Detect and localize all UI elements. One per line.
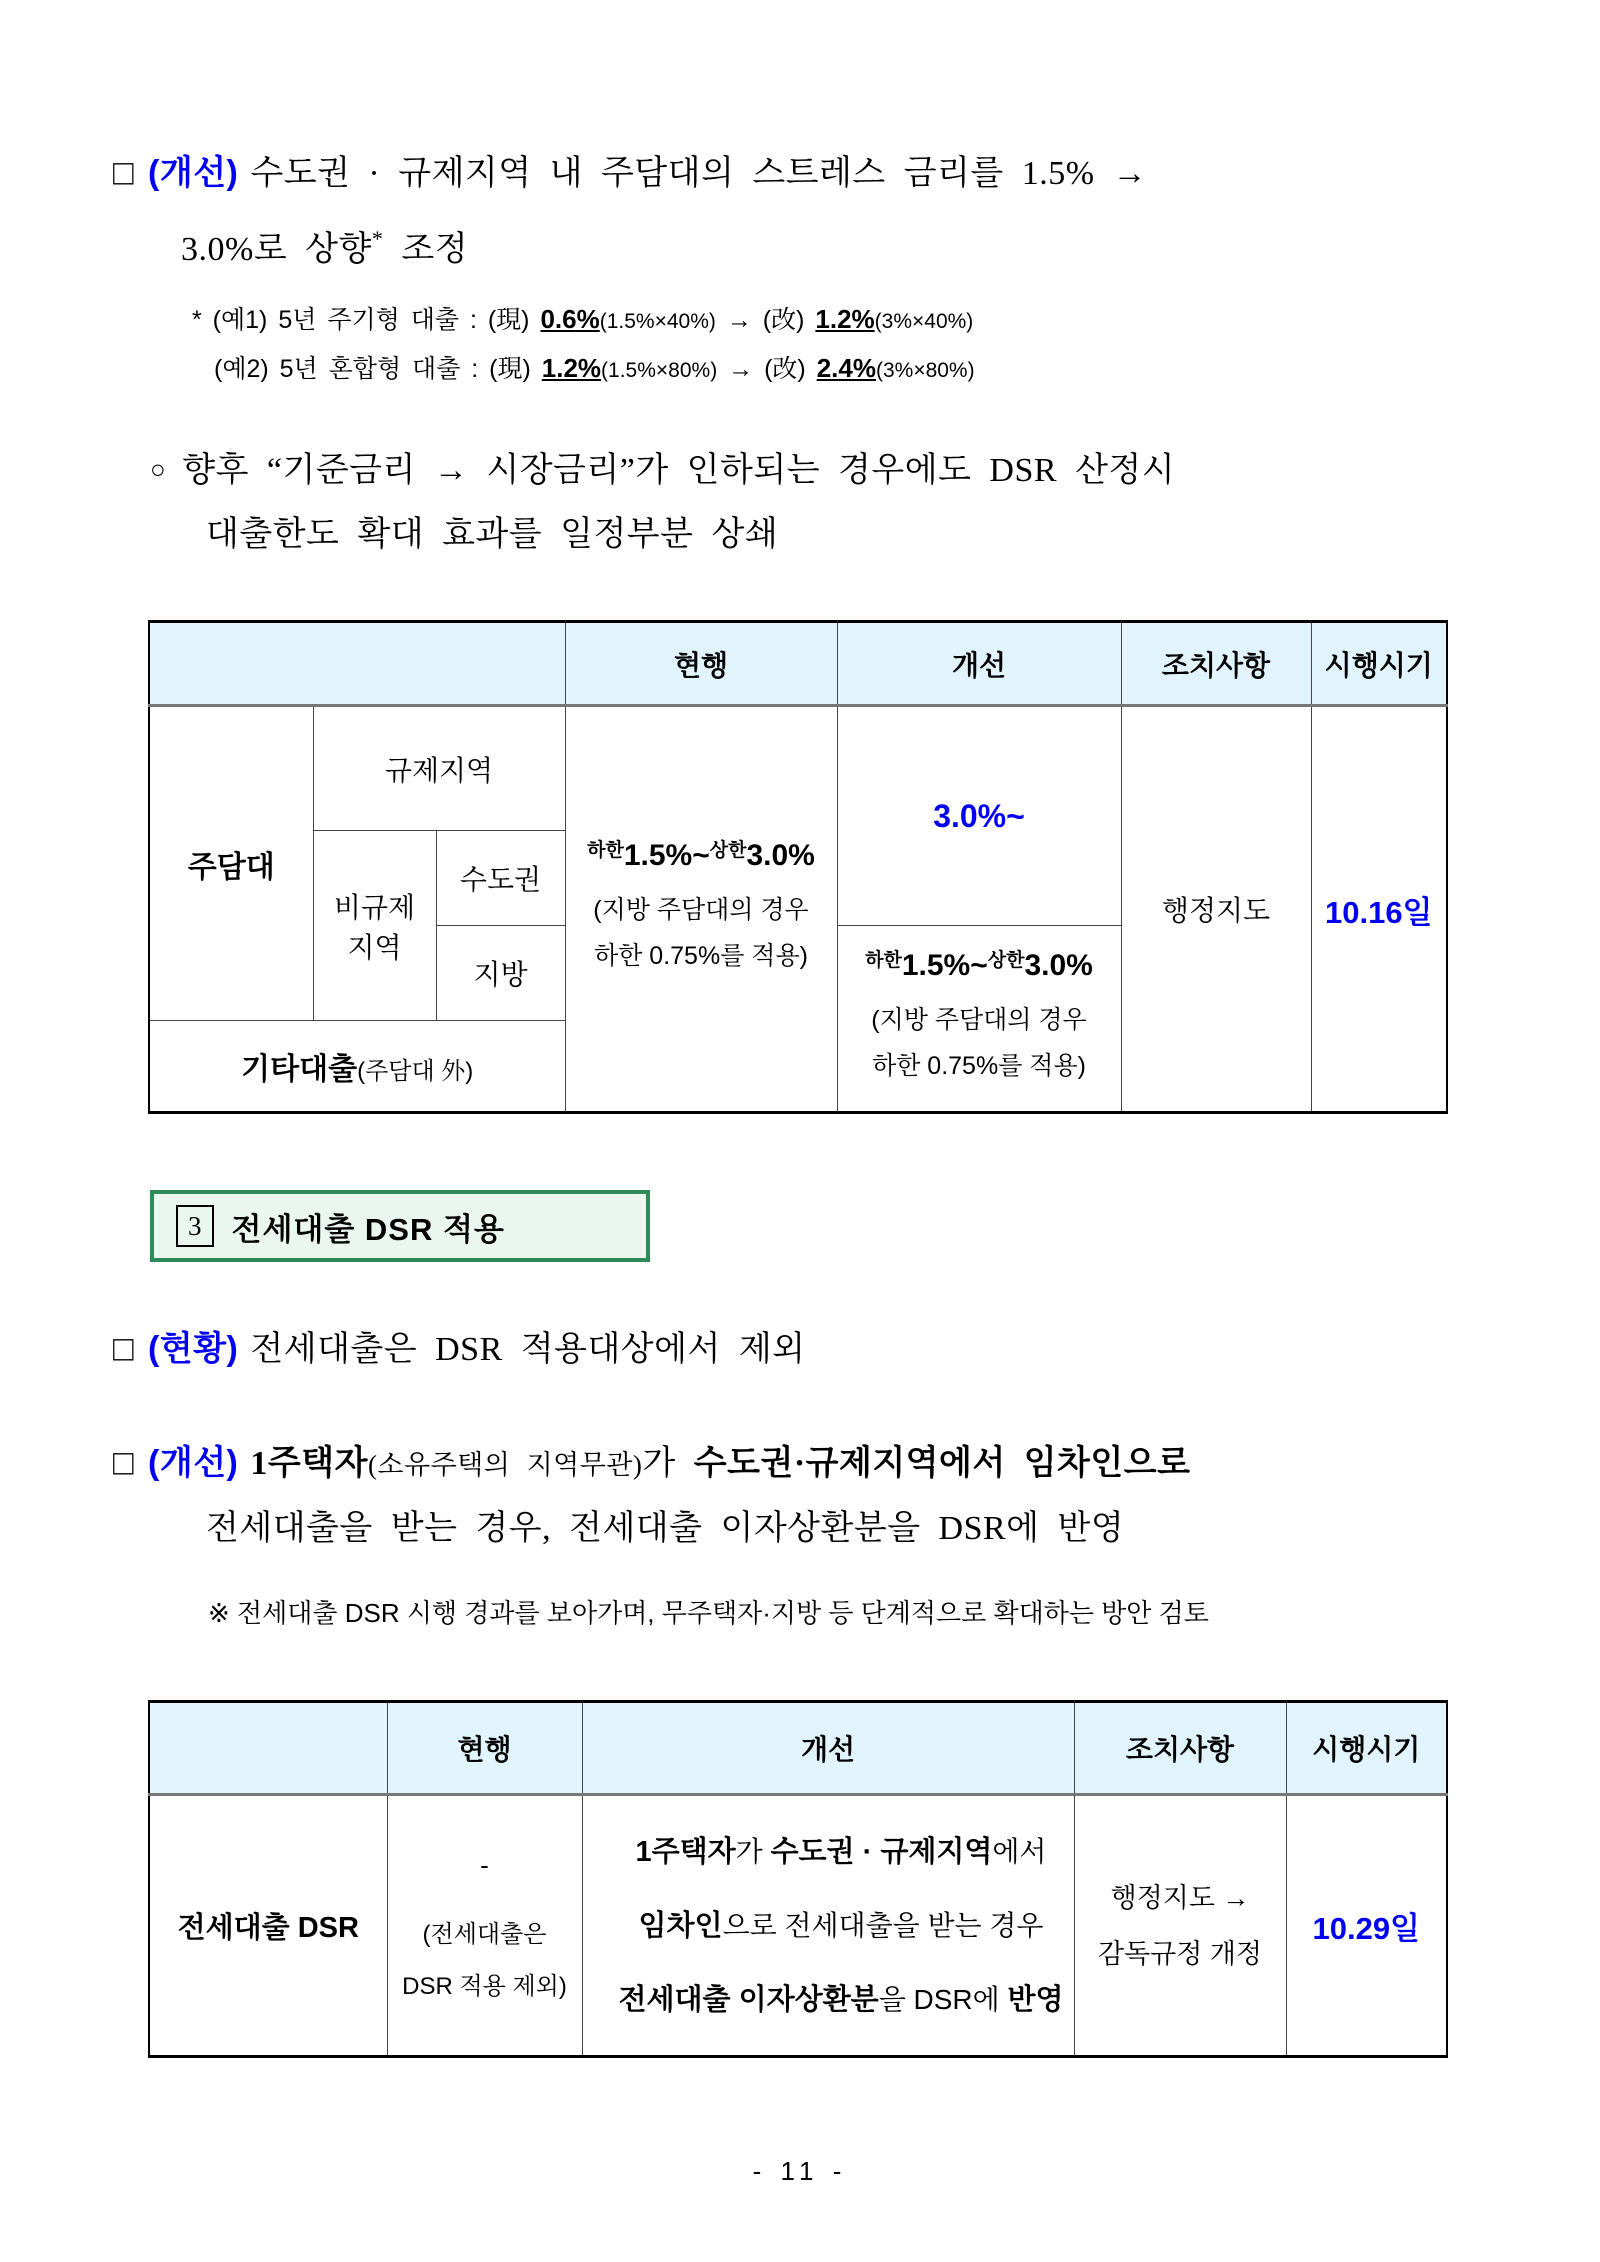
footnote-example2	[192, 345, 975, 394]
stress-rate-table	[148, 620, 1448, 1114]
footnote1-calc-current: (1.5%×40%)	[599, 310, 716, 333]
imp-reflect: 반영	[1007, 1983, 1064, 2016]
improve-high-value: 3.0%	[1024, 948, 1093, 982]
footnote2-rate-new: 2.4%	[816, 353, 876, 383]
cell-action: 행정지도	[1121, 706, 1311, 1113]
status-label: (현황)	[148, 1330, 239, 1368]
footnote-block	[192, 296, 975, 394]
table2-header-action: 조치사항	[1074, 1702, 1286, 1795]
cell-current-rate	[565, 706, 837, 1113]
improve-rate-note	[838, 997, 1121, 1089]
table1-header-improve: 개선	[837, 622, 1121, 706]
sub-bullet-text2: 대출한도 확대 효과를 일정부분 상쇄	[206, 516, 779, 553]
cell-jeonse-dsr-label: 전세대출 DSR	[149, 1795, 387, 2057]
particle-text: 가	[642, 1445, 694, 1482]
imp-particle1: 가	[735, 1835, 771, 1867]
cell-improve-bottom	[837, 926, 1121, 1113]
phase-in-note	[208, 1593, 1209, 1630]
current-rate-note	[566, 887, 837, 979]
footnote1-rate-current: 0.6%	[540, 304, 600, 334]
improve-low-label: 하한	[865, 949, 902, 971]
current-dash: -	[480, 1849, 489, 1880]
footnote2-prefix: (예2) 5년 혼합형 대출 : (現)	[214, 355, 542, 383]
imp-particle2: 에서	[992, 1835, 1047, 1867]
stress-heading-line1	[113, 150, 1147, 197]
table2-corner-cell	[149, 1702, 387, 1795]
one-homeowner-bold: 1주택자	[250, 1445, 368, 1482]
section3-title: 전세대출 DSR 적용	[231, 1211, 505, 1247]
improve-top-rate: 3.0%~	[933, 797, 1025, 834]
phase-in-note-text: ※ 전세대출 DSR 시행 경과를 보아가며, 무주택자·지방 등 단계적으로 확대하는 방안 검토	[208, 1598, 1209, 1628]
improve-note-line1: (지방 주담대의 경우	[871, 1005, 1087, 1034]
other-loans-bold: 기타대출	[241, 1053, 358, 1086]
footnote2-calc-new: (3%×80%)	[875, 359, 975, 382]
footnote1-rate-new: 1.2%	[815, 304, 875, 334]
footnote1-arrow: → (改)	[715, 306, 816, 334]
imp-one-homeowner: 1주택자	[635, 1835, 736, 1868]
current-low-label: 하한	[587, 840, 624, 861]
footnote1-calc-new: (3%×40%)	[874, 310, 974, 333]
cell-local-area: 지방	[436, 926, 565, 1021]
imp-interest-portion: 전세대출 이자상환분	[618, 1983, 879, 2016]
section3-title-box	[150, 1190, 650, 1262]
table1-header-date: 시행시기	[1311, 622, 1447, 706]
improve-label: (개선)	[148, 154, 239, 192]
nonregulated-line2: 지역	[347, 931, 402, 963]
cell-date	[1311, 706, 1447, 1113]
square-bullet: □	[113, 1330, 135, 1369]
improve-high-label: 상한	[987, 949, 1025, 971]
current-high-label: 상한	[709, 840, 747, 861]
jeonse-improve-cell-line3	[609, 1963, 1074, 2037]
table1-row-regulated	[149, 706, 1447, 831]
current-high-value: 3.0%	[746, 839, 815, 872]
table2-body-row	[149, 1795, 1447, 2057]
footnote2-rate-current: 1.2%	[541, 353, 602, 383]
stress-heading-line2-tail: 조정	[383, 231, 469, 268]
cell-jeonse-improve	[582, 1795, 1074, 2057]
current-excluded-line2: DSR 적용 제외)	[402, 1972, 567, 2000]
nonregulated-line1: 비규제	[333, 891, 416, 923]
other-loans-small: (주담대 外)	[357, 1058, 474, 1085]
square-bullet: □	[113, 1444, 135, 1483]
jeonse-improve-line1	[113, 1440, 1190, 1488]
footnote-example1	[192, 296, 975, 345]
current-excluded-line1: (전세대출은	[422, 1920, 547, 1948]
improve-rate-range	[838, 949, 1121, 983]
improve-note-line2: 하한 0.75%를 적용)	[872, 1051, 1086, 1080]
jeonse-effective-date: 10.29일	[1312, 1911, 1421, 1946]
cell-jeonse-current	[387, 1795, 582, 2057]
cell-regulated-area: 규제지역	[313, 706, 565, 831]
stress-heading-line2	[181, 216, 468, 273]
cell-jeonse-date	[1286, 1795, 1447, 2057]
table2-header-current: 현행	[387, 1702, 582, 1795]
improve-label: (개선)	[148, 1444, 239, 1482]
effective-date: 10.16일	[1324, 894, 1433, 930]
region-tenant-bold: 수도권·규제지역에서 임차인으로	[693, 1445, 1191, 1482]
imp-tenant: 임차인	[638, 1909, 723, 1942]
jeonse-improve-cell-line1	[609, 1815, 1074, 1889]
circle-bullet: ○	[150, 455, 167, 484]
table2-header-row	[149, 1702, 1447, 1795]
table1-header-action: 조치사항	[1121, 622, 1311, 706]
table2-header-date: 시행시기	[1286, 1702, 1447, 1795]
imp-dsr-particle: 을 DSR에	[878, 1983, 1008, 2015]
cell-metro-area: 수도권	[436, 831, 565, 926]
improve-low-value: 1.5%~	[901, 948, 988, 982]
footnote2-calc-current: (1.5%×80%)	[601, 359, 718, 382]
footnote-star: *	[371, 226, 384, 251]
table1-header-row	[149, 622, 1447, 706]
table1-corner-cell	[149, 622, 565, 706]
imp-region: 수도권 · 규제지역	[770, 1835, 993, 1868]
page-number: - 11 -	[752, 2156, 848, 2186]
jeonse-improve-line2-text: 전세대출을 받는 경우, 전세대출 이자상환분을 DSR에 반영	[206, 1510, 1125, 1547]
current-note-line1: (지방 주담대의 경우	[593, 896, 809, 924]
cell-improve-top	[837, 706, 1121, 926]
cell-nonregulated-area	[313, 831, 436, 1021]
cell-jeonse-action	[1074, 1795, 1286, 2057]
table1-header-current: 현행	[565, 622, 837, 706]
sub-bullet-text1: 향후 “기준금리 → 시장금리”가 인하되는 경우에도 DSR 산정시	[182, 452, 1176, 489]
square-bullet: □	[113, 154, 135, 193]
jeonse-dsr-table	[148, 1700, 1448, 2058]
ownership-note-small: (소유주택의 지역무관)	[367, 1450, 643, 1480]
cell-mortgage: 주담대	[149, 706, 313, 1021]
current-rate-range	[566, 839, 837, 873]
cell-other-loans	[149, 1021, 565, 1113]
sub-bullet-line1	[150, 447, 1175, 494]
action-line2: 감독규정 개정	[1098, 1938, 1262, 1969]
sub-bullet-line2	[206, 512, 778, 558]
stress-heading-text: 수도권 · 규제지역 내 주담대의 스트레스 금리를 1.5% →	[250, 155, 1148, 192]
imp-loan-case: 으로 전세대출을 받는 경우	[722, 1909, 1044, 1941]
status-text: 전세대출은 DSR 적용대상에서 제외	[250, 1331, 806, 1368]
current-note-line2: 하한 0.75%를 적용)	[594, 942, 808, 970]
footnote2-arrow: → (改)	[717, 355, 817, 383]
jeonse-improve-cell-line2	[609, 1889, 1074, 1963]
footnote1-prefix: * (예1) 5년 주기형 대출 : (現)	[192, 306, 541, 334]
status-heading	[113, 1326, 806, 1373]
action-line1: 행정지도 →	[1110, 1882, 1250, 1913]
current-low-value: 1.5%~	[623, 839, 710, 872]
jeonse-improve-line2	[206, 1506, 1124, 1552]
stress-heading-line2-main: 3.0%로 상향	[181, 231, 372, 268]
section3-number-box: 3	[176, 1205, 214, 1247]
table2-header-improve: 개선	[582, 1702, 1074, 1795]
